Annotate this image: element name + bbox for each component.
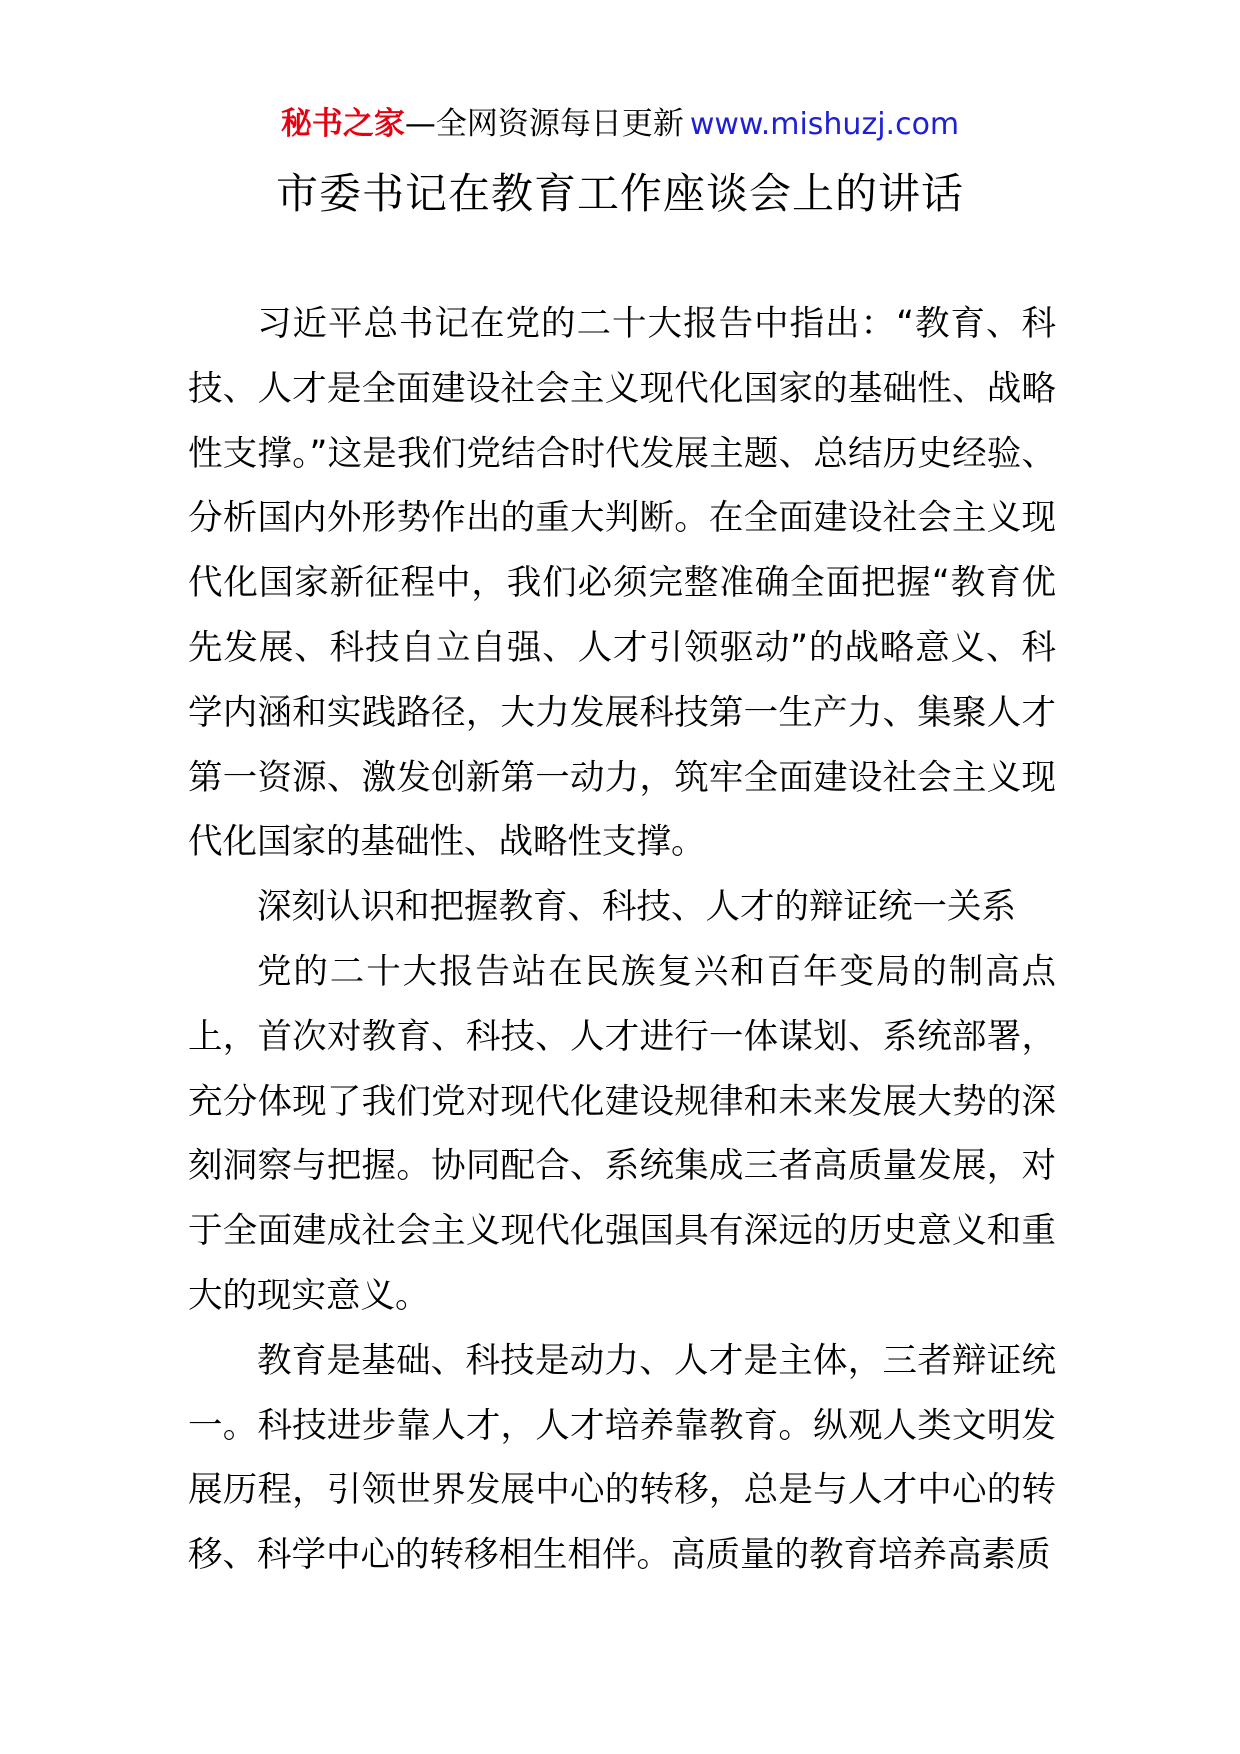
paragraph-intro: 习近平总书记在党的二十大报告中指出：“教育、科技、人才是全面建设社会主义现代化国家的基础性、战略性支撑。”这是我们党结合时代发展主题、总结历史经验、分析国内外形势作出的重大判断。在全面建设社会主义现代化国家新征程中，我们必须完整准确全面把握“教育优先发展、科技自立自强、人才引领驱动”的战略意义、科学内涵和实践路径，大力发展科技第一生产力、集聚人才第一资源、激发创新第一动力，筑牢全面建设社会主义现代化国家的基础性、战略性支撑。 xyxy=(188,304,1056,863)
document-title: 市委书记在教育工作座谈会上的讲话 xyxy=(275,169,964,218)
brand-name: 秘书之家 xyxy=(280,106,405,142)
section-heading: 深刻认识和把握教育、科技、人才的辩证统一关系 xyxy=(257,887,1016,928)
paragraph-dialectic: 教育是基础、科技是动力、人才是主体，三者辩证统一。科技进步靠人才，人才培养靠教育。纵观人类文明发展历程，引领世界发展中心的转移，总是与人才中心的转移、科学中心的转移相生相伴。高质量的教育培养高素质 xyxy=(188,1340,1056,1576)
paragraph-report: 党的二十大报告站在民族复兴和百年变局的制高点上，首次对教育、科技、人才进行一体谋划、系统部署，充分体现了我们党对现代化建设规律和未来发展大势的深刻洞察与把握。协同配合、系统集成三者高质量发展，对于全面建成社会主义现代化强国具有深远的历史意义和重大的现实意义。 xyxy=(188,951,1056,1316)
site-slogan: —全网资源每日更新 xyxy=(404,106,684,142)
site-url-link[interactable]: www.mishuzj.com xyxy=(689,107,960,142)
document-body xyxy=(188,292,1056,1588)
site-header xyxy=(0,100,1240,149)
